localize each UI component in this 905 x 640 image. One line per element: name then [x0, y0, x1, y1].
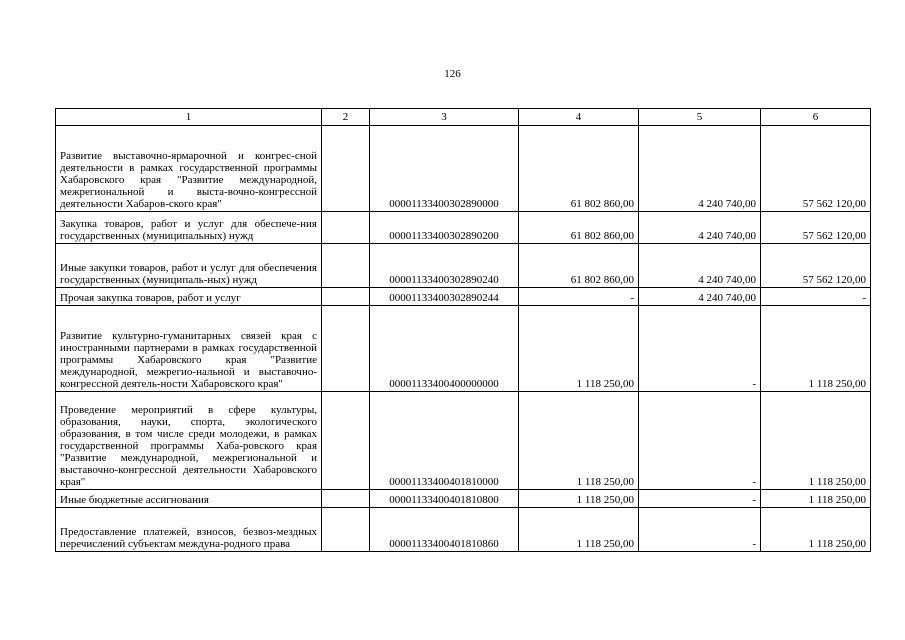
row-value-6: -	[761, 288, 871, 306]
row-value-5: 4 240 740,00	[639, 244, 761, 288]
row-value-4: 61 802 860,00	[519, 126, 639, 212]
table-row	[56, 306, 871, 392]
table-row	[56, 288, 871, 306]
row-value-6: 1 118 250,00	[761, 508, 871, 552]
row-col2	[322, 392, 370, 490]
row-value-6: 1 118 250,00	[761, 490, 871, 508]
row-code: 00001133400401810000	[370, 392, 519, 490]
row-value-4: 61 802 860,00	[519, 244, 639, 288]
row-description: Прочая закупка товаров, работ и услуг	[56, 288, 322, 306]
header-cell: 4	[519, 109, 639, 126]
row-description: Иные закупки товаров, работ и услуг для обеспечения государственных (муниципаль-ных) нужд	[56, 244, 322, 288]
header-cell: 1	[56, 109, 322, 126]
header-cell: 2	[322, 109, 370, 126]
row-code: 00001133400302890200	[370, 212, 519, 244]
row-code: 00001133400400000000	[370, 306, 519, 392]
row-value-5: 4 240 740,00	[639, 288, 761, 306]
row-description: Иные бюджетные ассигнования	[56, 490, 322, 508]
row-code: 00001133400401810860	[370, 508, 519, 552]
header-cell: 5	[639, 109, 761, 126]
row-value-4: 1 118 250,00	[519, 392, 639, 490]
table-row	[56, 212, 871, 244]
row-value-6: 57 562 120,00	[761, 244, 871, 288]
row-code: 00001133400302890000	[370, 126, 519, 212]
row-col2	[322, 306, 370, 392]
row-value-5: 4 240 740,00	[639, 126, 761, 212]
row-value-4: 1 118 250,00	[519, 306, 639, 392]
page-number: 126	[444, 68, 461, 80]
table-row	[56, 244, 871, 288]
row-value-4: 1 118 250,00	[519, 490, 639, 508]
header-cell: 3	[370, 109, 519, 126]
header-row	[56, 109, 871, 126]
row-description: Закупка товаров, работ и услуг для обеспече-ния государственных (муниципальных) нужд	[56, 212, 322, 244]
row-code: 00001133400302890240	[370, 244, 519, 288]
table-row	[56, 508, 871, 552]
row-code: 00001133400302890244	[370, 288, 519, 306]
row-col2	[322, 212, 370, 244]
row-value-5: -	[639, 306, 761, 392]
table-row	[56, 126, 871, 212]
table-row	[56, 490, 871, 508]
row-description: Развитие выставочно-ярмарочной и конгрес-сной деятельности в рамках государственной программы Хабаровского края "Развитие международной, межрегиональной и выста-вочно-конгрессной деятельности Хабаров-ского края"	[56, 126, 322, 212]
row-value-5: 4 240 740,00	[639, 212, 761, 244]
row-col2	[322, 126, 370, 212]
row-value-4: 1 118 250,00	[519, 508, 639, 552]
row-value-4: -	[519, 288, 639, 306]
row-value-6: 57 562 120,00	[761, 126, 871, 212]
row-code: 00001133400401810800	[370, 490, 519, 508]
row-value-4: 61 802 860,00	[519, 212, 639, 244]
row-value-5: -	[639, 392, 761, 490]
row-description: Проведение мероприятий в сфере культуры, образования, науки, спорта, экологического образования, в том числе среди молодежи, в рамках государственной программы Хаба-ровского края "Развитие международной, межрегиональной и выставочно-конгрессной деятельности Хабаровского края"	[56, 392, 322, 490]
row-col2	[322, 490, 370, 508]
row-value-6: 57 562 120,00	[761, 212, 871, 244]
row-col2	[322, 288, 370, 306]
row-value-5: -	[639, 508, 761, 552]
row-value-5: -	[639, 490, 761, 508]
table-row	[56, 392, 871, 490]
row-value-6: 1 118 250,00	[761, 306, 871, 392]
row-col2	[322, 244, 370, 288]
row-value-6: 1 118 250,00	[761, 392, 871, 490]
row-description: Развитие культурно-гуманитарных связей края с иностранными партнерами в рамках государственной программы Хабаровского края "Развитие международной, межрегио-нальной и выставочно-конгрессной деятель-ности Хабаровского края"	[56, 306, 322, 392]
row-col2	[322, 508, 370, 552]
header-cell: 6	[761, 109, 871, 126]
budget-table	[55, 108, 871, 552]
row-description: Предоставление платежей, взносов, безвоз-мездных перечислений субъектам междуна-родного права	[56, 508, 322, 552]
